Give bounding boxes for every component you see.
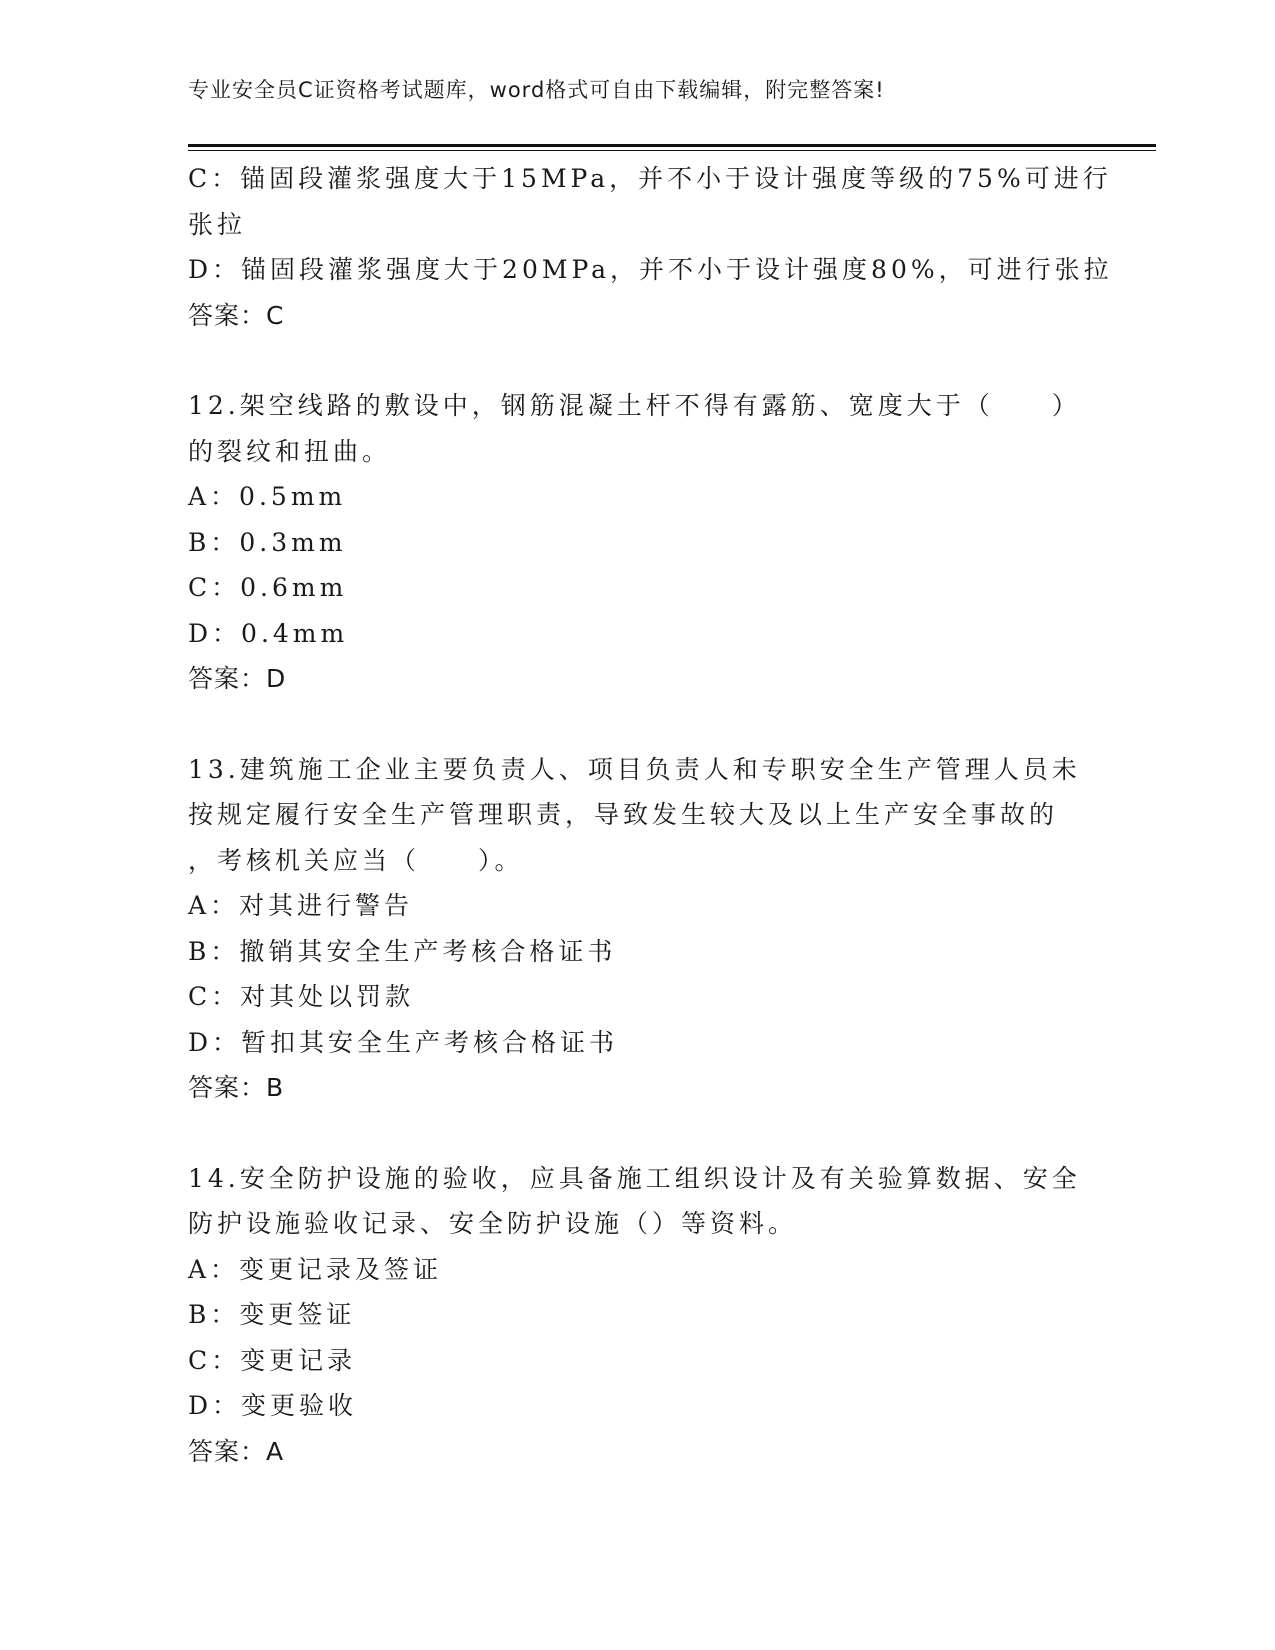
answer-label: 答案：B <box>188 1073 285 1102</box>
question-stem-line: 的裂纹和扭曲。 <box>188 436 392 466</box>
question-11-fragment <box>188 156 1113 338</box>
option-a: A：变更记录及签证 <box>188 1254 443 1284</box>
spacer <box>188 702 1088 747</box>
question-stem-line: 14.安全防护设施的验收，应具备施工组织设计及有关验算数据、安全 <box>188 1163 1081 1193</box>
answer-label: 答案：D <box>188 664 287 693</box>
question-stem-line: 12.架空线路的敷设中，钢筋混凝土杆不得有露筋、宽度大于（ ） <box>188 391 1081 420</box>
spacer <box>188 338 1088 383</box>
option-c: C：0.6mm <box>188 573 348 602</box>
option-b: B：撤销其安全生产考核合格证书 <box>188 936 617 966</box>
document-body <box>188 156 1113 1474</box>
question-13 <box>188 747 1088 1111</box>
option-d: D：锚固段灌浆强度大于20MPa，并不小于设计强度80%，可进行张拉 <box>188 255 1113 284</box>
option-b: B：变更签证 <box>188 1300 356 1329</box>
question-stem-line: 13.建筑施工企业主要负责人、项目负责人和专职安全生产管理人员未 <box>188 754 1081 784</box>
question-stem-line: 防护设施验收记录、安全防护设施（）等资料。 <box>188 1209 798 1238</box>
answer-label: 答案：C <box>188 300 285 330</box>
option-d: D：暂扣其安全生产考核合格证书 <box>188 1027 619 1057</box>
option-a: A：0.5mm <box>188 482 347 511</box>
option-c: C：变更记录 <box>188 1345 357 1375</box>
question-stem-line: 按规定履行安全生产管理职责，导致发生较大及以上生产安全事故的 <box>188 800 1059 829</box>
question-stem-line: ，考核机关应当（ ）。 <box>188 845 524 875</box>
option-b: B：0.3mm <box>188 527 347 557</box>
page-header: 专业安全员C证资格考试题库，word格式可自由下载编辑，附完整答案! <box>188 78 885 102</box>
spacer <box>188 1111 1088 1156</box>
option-a: A：对其进行警告 <box>188 891 414 920</box>
option-d: D：变更验收 <box>188 1391 358 1420</box>
option-c-line1: C：锚固段灌浆强度大于15MPa，并不小于设计强度等级的75%可进行 <box>188 164 1112 193</box>
option-c: C：对其处以罚款 <box>188 982 415 1011</box>
question-12 <box>188 383 1088 702</box>
question-14 <box>188 1156 1088 1475</box>
option-d: D：0.4mm <box>188 618 349 648</box>
header-rule-thin <box>188 150 1156 151</box>
answer-label: 答案：A <box>188 1436 285 1466</box>
header-rule-thick <box>188 144 1156 147</box>
option-c-line2: 张拉 <box>188 209 247 239</box>
